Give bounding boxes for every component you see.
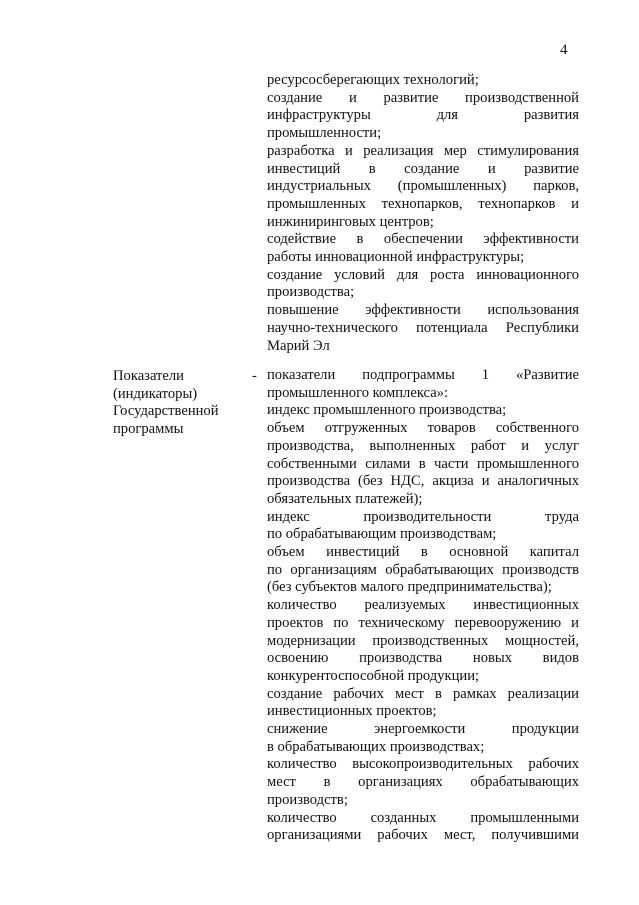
text-line: снижение энергоемкости продукции	[267, 721, 579, 738]
text-line: организациями рабочих мест, получившими	[267, 827, 579, 844]
text-line: индекс промышленного производства;	[267, 402, 507, 419]
text-line: промышленных технопарков, технопарков и	[267, 195, 579, 212]
text-line: содействие в обеспечении эффективности	[267, 231, 579, 248]
goals-text-block	[267, 72, 579, 355]
text-line: инфраструктуры для развития	[267, 107, 579, 124]
text-line: количество реализуемых инвестиционных	[267, 597, 579, 614]
text-line: индекс производительности труда	[267, 508, 579, 525]
text-line: производства, выполненных работ и услуг	[267, 437, 579, 454]
indicators-text-block	[267, 367, 579, 845]
section-label-line: программы	[113, 421, 184, 438]
text-line: научно-технического потенциала Республики	[267, 319, 579, 336]
text-line: работы инновационной инфраструктуры;	[267, 249, 525, 266]
text-line: по организациям обрабатывающих производств	[267, 561, 579, 578]
text-line: инжиниринговых центров;	[267, 213, 434, 230]
text-line: проектов по техническому перевооружению и	[267, 614, 579, 631]
label-dash: -	[252, 368, 257, 384]
text-line: ресурсосберегающих технологий;	[267, 72, 479, 88]
text-line: количество высокопроизводительных рабочих	[267, 756, 579, 773]
section-label-line: (индикаторы)	[113, 385, 198, 402]
text-line: производства (без НДС, акциза и аналогичных	[267, 473, 579, 490]
text-line: обязательных платежей);	[267, 490, 423, 507]
text-line: собственными силами в части промышленного	[267, 455, 579, 472]
section-label	[113, 368, 243, 439]
text-line: (без субъектов малого предпринимательства);	[267, 579, 552, 596]
text-line: создание и развитие производственной	[267, 89, 579, 106]
text-line: индустриальных (промышленных) парков,	[267, 178, 579, 195]
text-line: показатели подпрограммы 1 «Развитие	[267, 367, 579, 383]
text-line: инвестиций в создание и развитие	[267, 160, 579, 177]
text-line: количество созданных промышленными	[267, 809, 579, 826]
text-line: повышение эффективности использования	[267, 302, 579, 319]
text-line: по обрабатывающим производствам;	[267, 526, 497, 543]
section-label-line: Показатели	[113, 368, 184, 384]
text-line: освоению производства новых видов	[267, 650, 579, 667]
section-label-line: Государственной	[113, 403, 219, 420]
text-line: производств;	[267, 791, 348, 808]
text-line: создание рабочих мест в рамках реализации	[267, 685, 579, 702]
text-line: промышленного комплекса»:	[267, 384, 449, 401]
text-line: инвестиционных проектов;	[267, 703, 437, 720]
text-line: Марий Эл	[267, 337, 330, 354]
text-line: модернизации производственных мощностей,	[267, 632, 579, 649]
text-line: конкурентоспособной продукции;	[267, 667, 480, 684]
text-line: в обрабатывающих производствах;	[267, 738, 485, 755]
text-line: производства;	[267, 284, 355, 301]
text-line: объем инвестиций в основной капитал	[267, 544, 579, 561]
page-number: 4	[560, 42, 568, 58]
text-line: разработка и реализация мер стимулирования	[267, 142, 579, 159]
text-line: объем отгруженных товаров собственного	[267, 420, 579, 437]
text-line: мест в организациях обрабатывающих	[267, 774, 579, 791]
text-line: промышленности;	[267, 125, 382, 142]
text-line: создание условий для роста инновационного	[267, 266, 579, 283]
